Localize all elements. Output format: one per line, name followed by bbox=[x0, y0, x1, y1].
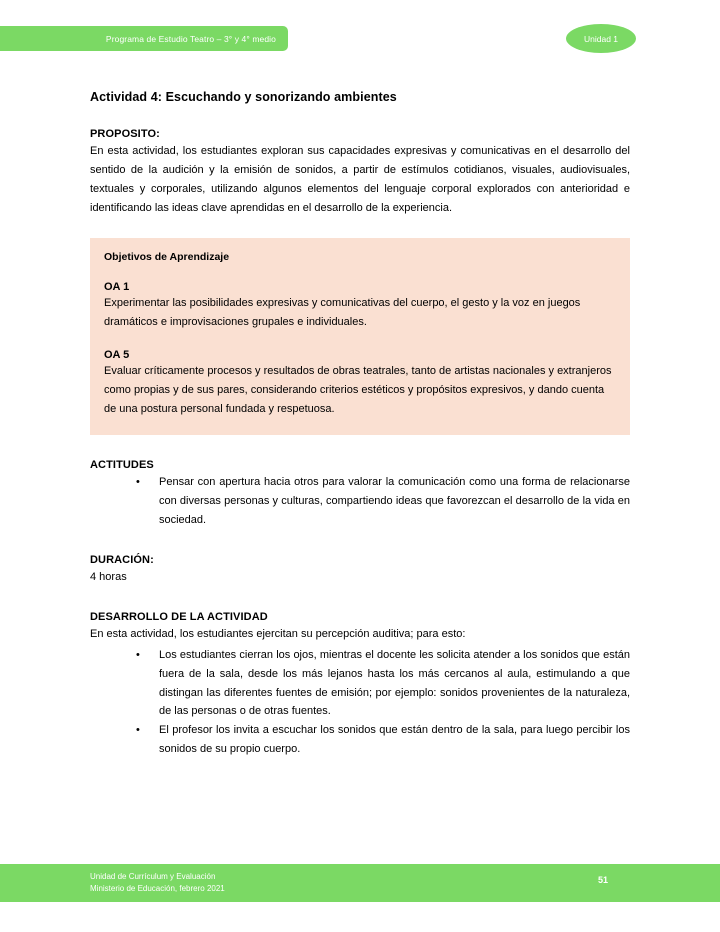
proposito-heading: PROPOSITO: bbox=[90, 128, 160, 140]
page-header bbox=[0, 0, 720, 72]
list-item: • Los estudiantes cierran los ojos, mientras el docente les solicita atender a los sonidos que están fuera de la sala, desde los más lejanos hasta los más cercanos al aula, estimulando a que distingan las diferentes fuentes de emisión; por ejemplo: sonidos provenientes de la naturaleza, de las personas o de otras fuentes. bbox=[136, 646, 630, 722]
footer-line-2: Ministerio de Educación, febrero 2021 bbox=[90, 883, 225, 893]
desarrollo-list bbox=[90, 646, 630, 759]
actitudes-heading: ACTITUDES bbox=[90, 459, 154, 472]
content-column bbox=[90, 72, 630, 759]
page-body bbox=[0, 72, 720, 759]
unit-badge bbox=[566, 24, 636, 53]
objetivo-text-oa1: Experimentar las posibilidades expresivas y comunicativas del cuerpo, el gesto y la voz en juegos dramáticos e improvisaciones grupales e individuales. bbox=[104, 296, 581, 328]
page-number: 51 bbox=[597, 875, 608, 885]
objetivo-text-oa5: Evaluar críticamente procesos y resultados de obras teatrales, tanto de artistas nacionales y extranjeros como propias y de sus pares, considerando criterios estéticos y propósitos expresivos, y dando cuenta de una postura personal fundada y respetuosa. bbox=[104, 365, 612, 416]
proposito-text: En esta actividad, los estudiantes exploran sus capacidades expresivas y comunicativas en el desarrollo del sentido de la audición y la emisión de sonidos, a partir de estímulos cotidianos, visuales, audiovisuales, textuales y corporales, utilizando algunos elementos del lenguaje corporal explorados con anterioridad e identificando las ideas clave aprendidas en el desarrollo de la experiencia. bbox=[90, 145, 630, 214]
objetivo-code-oa1: OA 1 bbox=[104, 280, 130, 293]
page-title: Actividad 4: Escuchando y sonorizando ambientes bbox=[90, 90, 397, 104]
objetivos-de-aprendizaje-box bbox=[90, 238, 630, 436]
duracion-value: 4 horas bbox=[90, 570, 127, 583]
actitudes-list bbox=[90, 473, 630, 530]
duracion-heading: DURACIÓN: bbox=[90, 553, 154, 566]
footer-organization bbox=[90, 871, 225, 894]
objetivos-box-title: Objetivos de Aprendizaje bbox=[104, 250, 230, 263]
page-footer bbox=[0, 864, 720, 902]
list-item: • El profesor los invita a escuchar los sonidos que están dentro de la sala, para luego percibir los sonidos de su propio cuerpo. bbox=[136, 721, 630, 759]
header-banner-label: Programa de Estudio Teatro – 3° y 4° medio bbox=[105, 33, 276, 44]
objetivo-code-oa5: OA 5 bbox=[104, 349, 130, 362]
header-banner bbox=[0, 26, 288, 51]
desarrollo-heading: DESARROLLO DE LA ACTIVIDAD bbox=[90, 610, 268, 623]
footer-inner bbox=[90, 864, 630, 902]
list-item: • Pensar con apertura hacia otros para valorar la comunicación como una forma de relacionarse con diversas personas y culturas, compartiendo ideas que favorezcan el desarrollo de la vida en sociedad. bbox=[136, 473, 630, 530]
footer-line-1: Unidad de Currículum y Evaluación bbox=[90, 872, 216, 881]
unit-badge-label: Unidad 1 bbox=[583, 33, 619, 44]
desarrollo-intro: En esta actividad, los estudiantes ejercitan su percepción auditiva; para esto: bbox=[90, 627, 466, 640]
